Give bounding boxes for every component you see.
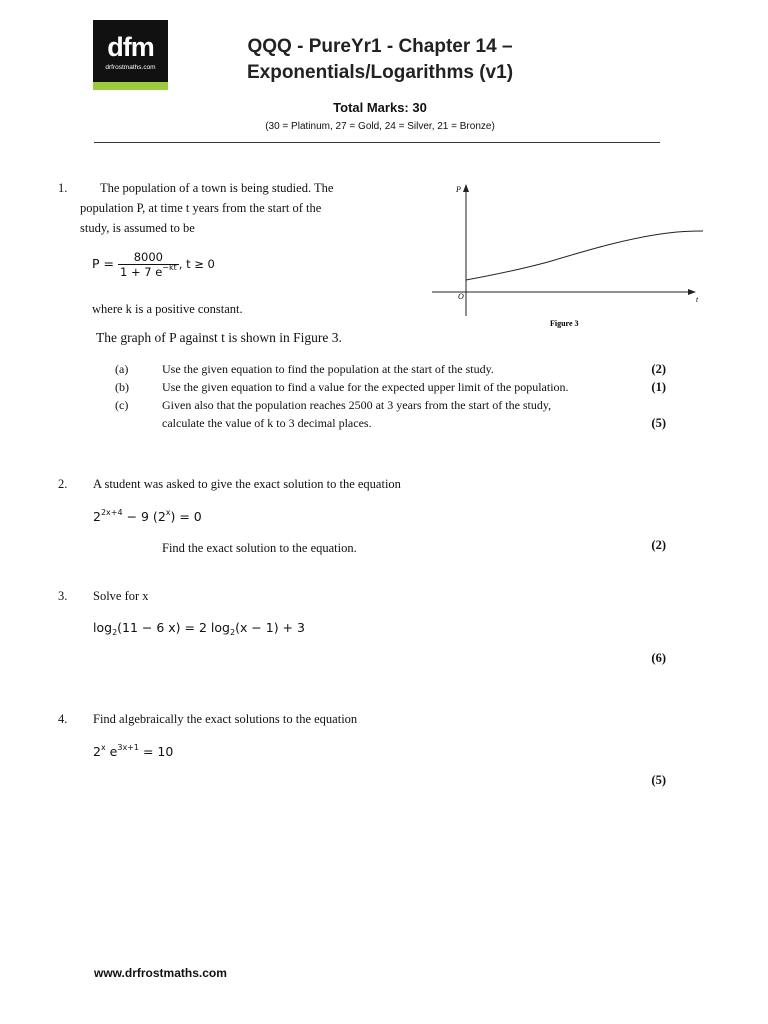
q1-intro-line-2: population P, at time t years from the start of the — [80, 201, 322, 215]
logo-subtext: drfrostmaths.com — [105, 64, 156, 71]
grade-boundaries: (30 = Platinum, 27 = Gold, 24 = Silver, 21 = Bronze) — [265, 121, 495, 132]
q1-eq-fraction — [118, 250, 179, 279]
q1-eq-lhs: P = — [92, 256, 114, 271]
q1-graph-text: The graph of P against t is shown in Figure 3. — [96, 330, 342, 345]
q2-text: A student was asked to give the exact solution to the equation — [93, 477, 401, 491]
footer-url[interactable]: www.drfrostmaths.com — [94, 966, 227, 980]
q1-equation — [92, 250, 215, 279]
q2-number: 2. — [58, 477, 68, 491]
q4-eq-end: = 10 — [142, 744, 174, 759]
dfm-logo — [93, 20, 168, 90]
q3-equation — [93, 620, 305, 635]
q1-part-a-marks: (2) — [651, 362, 666, 376]
q4-eq-e: e — [109, 744, 118, 759]
q3-eq-end: (x − 1) + 3 — [235, 620, 305, 635]
q2-eq-exp: 2x+4 — [100, 508, 123, 517]
figure-y-label: P — [456, 185, 461, 194]
q1-part-c-text-2: calculate the value of k to 3 decimal places. — [162, 416, 372, 430]
q2-instruction: Find the exact solution to the equation. — [162, 541, 357, 555]
q4-eq-base: 2 — [93, 744, 101, 759]
q1-intro-line-3: study, is assumed to be — [80, 221, 195, 235]
q2-eq-exp2: x — [165, 508, 171, 517]
q3-eq-sub1: 2 — [112, 628, 118, 637]
q4-number: 4. — [58, 712, 68, 726]
q2-eq-rest: − 9 (2 — [126, 509, 166, 524]
q2-eq-base: 2 — [93, 509, 101, 524]
figure-origin-label: O — [458, 292, 464, 301]
q4-eq-exp: x — [100, 743, 106, 752]
q1-intro-line-1: The population of a town is being studied. The — [100, 181, 334, 195]
page-title-line-2: Exponentials/Logarithms (v1) — [246, 62, 514, 83]
q1-figure-3-graph — [428, 178, 708, 338]
q2-marks: (2) — [651, 538, 666, 552]
q1-part-a-label: (a) — [115, 362, 129, 376]
logo-green-bar — [93, 82, 168, 90]
q1-eq-den-text: 1 + 7 e — [119, 265, 163, 279]
q1-part-c-marks: (5) — [651, 416, 666, 430]
q2-eq-end: ) = 0 — [170, 509, 202, 524]
q1-part-c-label: (c) — [115, 398, 129, 412]
q1-eq-denominator — [118, 265, 179, 279]
q1-number: 1. — [58, 181, 68, 195]
q3-text: Solve for x — [93, 589, 149, 603]
q3-number: 3. — [58, 589, 68, 603]
header-divider — [94, 142, 660, 143]
q3-eq-log1: log — [93, 620, 113, 635]
q1-where-text: where k is a positive constant. — [92, 302, 243, 316]
figure-x-label: t — [696, 295, 699, 304]
page-title-line-1: QQQ - PureYr1 - Chapter 14 – — [247, 36, 513, 57]
q4-eq-exp2: 3x+1 — [117, 743, 139, 752]
figure-caption: Figure 3 — [550, 319, 579, 328]
q1-part-b-marks: (1) — [651, 380, 666, 394]
figure-x-arrow — [688, 289, 696, 295]
figure-curve — [466, 231, 703, 280]
q1-part-b-text: Use the given equation to find a value for the expected upper limit of the population. — [162, 380, 569, 394]
q1-intro — [80, 178, 410, 238]
q3-marks: (6) — [651, 651, 666, 665]
logo-text: dfm — [107, 32, 154, 62]
q3-eq-mid: (11 − 6 x) = 2 log — [117, 620, 230, 635]
q4-marks: (5) — [651, 773, 666, 787]
q3-eq-sub2: 2 — [229, 628, 236, 637]
q4-equation — [93, 744, 173, 759]
q1-eq-numerator: 8000 — [118, 250, 179, 265]
q1-part-a-text: Use the given equation to find the population at the start of the study. — [162, 362, 494, 376]
q1-part-c-text: Given also that the population reaches 2500 at 3 years from the start of the study, — [162, 398, 552, 412]
q2-equation — [93, 509, 202, 524]
q1-part-b-label: (b) — [115, 380, 129, 394]
q1-eq-den-exponent: −kt — [162, 263, 177, 272]
figure-y-arrow — [463, 184, 469, 192]
q4-text: Find algebraically the exact solutions to the equation — [93, 712, 358, 726]
total-marks: Total Marks: 30 — [333, 100, 427, 115]
q1-eq-condition: , t ≥ 0 — [178, 257, 215, 271]
